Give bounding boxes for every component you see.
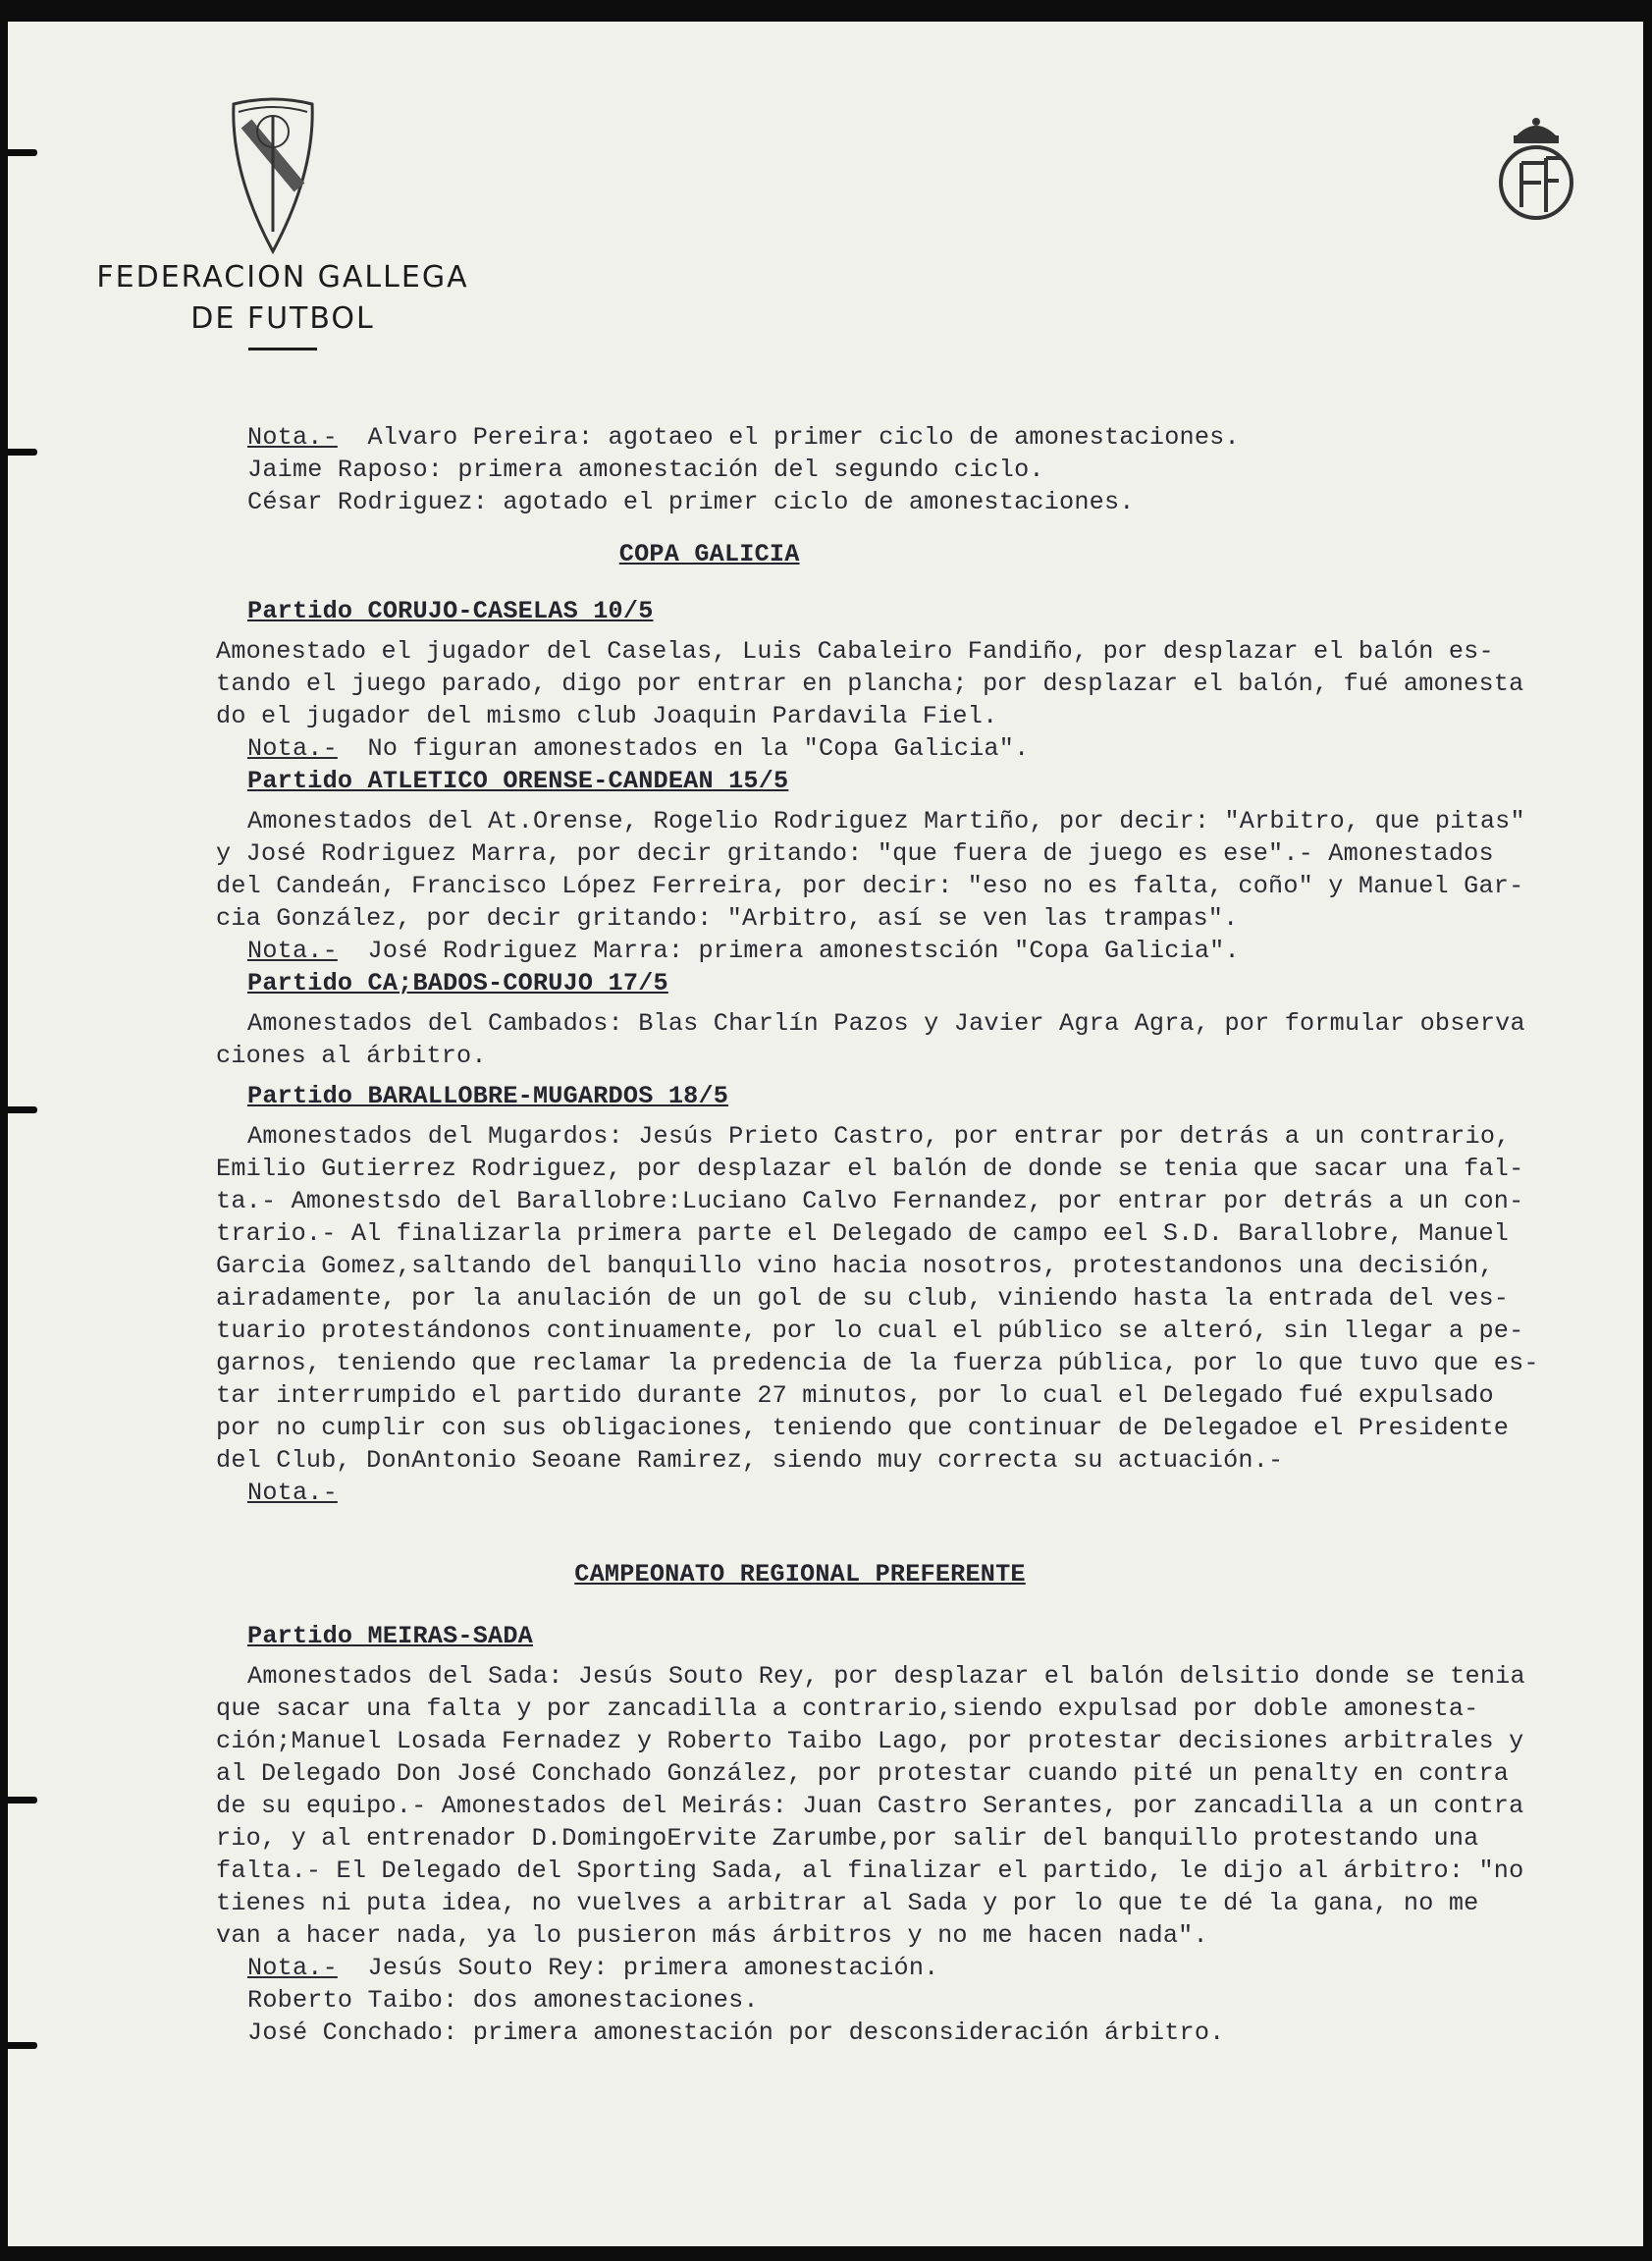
text-line: [216, 1282, 1643, 1315]
text-span: airadamente, por la anulación de un gol de su club, viniendo hasta la entrada del ves-: [216, 1284, 1510, 1313]
text-line: [216, 1919, 1643, 1952]
text-line: [216, 700, 1643, 732]
document-body: [216, 421, 1643, 2049]
text-span: al Delegado Don José Conchado González, por protestar cuando pité un penalty en contra: [216, 1759, 1510, 1788]
text-line: [216, 668, 1643, 700]
text-span: Nota.-: [247, 1479, 338, 1507]
text-line: [216, 1620, 1643, 1652]
text-span: Jaime Raposo: primera amonestación del segundo ciclo.: [247, 456, 1044, 484]
document-page: [8, 22, 1643, 2246]
text-line: [216, 870, 1643, 902]
federation-shield-logo: [229, 94, 317, 257]
section-heading: COPA GALICIA: [618, 540, 800, 568]
text-span: cia González, por decir gritando: "Arbitro, así se ven las trampas".: [216, 904, 1239, 933]
binder-hole: [8, 449, 37, 456]
text-line: [216, 1120, 1643, 1153]
text-line: [216, 1725, 1643, 1757]
text-line: [216, 1477, 1643, 1509]
text-line: [216, 1822, 1643, 1855]
line-spacer: [216, 518, 1643, 538]
text-line: [216, 1757, 1643, 1790]
text-line: [216, 1790, 1643, 1822]
text-span: tuario protestándonos continuamente, por lo cual el público se alteró, sin llegar a pe-: [216, 1317, 1524, 1345]
text-line: [216, 732, 1643, 765]
text-span: garnos, teniendo que reclamar la predencia de la fuerza pública, por lo que tuvo que es-: [216, 1349, 1539, 1377]
text-span: Nota.-: [247, 1954, 338, 1982]
text-line: [216, 837, 1643, 870]
section-heading: CAMPEONATO REGIONAL PREFERENTE: [574, 1560, 1026, 1588]
text-span: Amonestados del At.Orense, Rogelio Rodriguez Martiño, por decir: "Arbitro, que pitas": [247, 807, 1525, 835]
line-spacer: [216, 627, 1643, 635]
text-span: Amonestados del Mugardos: Jesús Prieto Castro, por entrar por detrás a un contrario,: [247, 1122, 1511, 1151]
text-span: Jesús Souto Rey: primera amonestación.: [337, 1954, 939, 1982]
text-span: tienes ni puta idea, no vuelves a arbitrar al Sada y por lo que te dé la gana, no me: [216, 1889, 1479, 1917]
text-span: Garcia Gomez,saltando del banquillo vino hacia nosotros, protestandonos una decisión,: [216, 1252, 1494, 1280]
line-spacer: [216, 1112, 1643, 1120]
text-span: Emilio Gutierrez Rodriguez, por desplazar el balón de donde se tenia que sacar una fal-: [216, 1155, 1524, 1183]
text-span: tar interrumpido el partido durante 27 minutos, por lo cual el Delegado fué expulsado: [216, 1381, 1494, 1410]
text-line: [216, 1153, 1643, 1185]
text-line: [216, 1693, 1643, 1725]
text-line: [216, 1412, 1643, 1444]
binder-hole: [8, 149, 37, 156]
text-span: do el jugador del mismo club Joaquin Pardavila Fiel.: [216, 702, 998, 730]
royal-crest-logo: [1492, 114, 1580, 251]
text-line: [216, 2017, 1643, 2049]
text-span: Roberto Taibo: dos amonestaciones.: [247, 1986, 759, 2015]
text-span: ta.- Amonestsdo del Barallobre:Luciano Calvo Fernandez, por entrar por detrás a un con-: [216, 1187, 1524, 1215]
text-span: Amonestados del Cambados: Blas Charlín Pazos y Javier Agra Agra, por formular observa: [247, 1009, 1525, 1038]
text-line: [216, 538, 1643, 570]
text-line: [216, 1080, 1643, 1112]
text-span: rio, y al entrenador D.DomingoErvite Zarumbe,por salir del banquillo protestando una: [216, 1824, 1479, 1853]
text-line: [216, 765, 1643, 797]
text-line: [216, 1250, 1643, 1282]
text-line: [216, 902, 1643, 935]
org-name-line2: DE FUTBOL: [190, 301, 375, 336]
text-line: [216, 421, 1643, 454]
text-span: van a hacer nada, ya lo pusieron más árbitros y no me hacen nada".: [216, 1921, 1208, 1950]
text-line: [216, 454, 1643, 486]
binder-hole: [8, 1797, 37, 1803]
text-line: [216, 805, 1643, 837]
section-heading: Partido CA;BADOS-CORUJO 17/5: [247, 969, 668, 997]
text-span: que sacar una falta y por zancadilla a contrario,siendo expulsad por doble amonesta-: [216, 1695, 1479, 1723]
line-spacer: [216, 999, 1643, 1007]
text-line: [216, 1379, 1643, 1412]
text-line: [216, 935, 1643, 967]
section-heading: Partido MEIRAS-SADA: [247, 1622, 533, 1650]
text-span: Nota.-: [247, 734, 338, 763]
text-span: Amonestado el jugador del Caselas, Luis Cabaleiro Fandiño, por desplazar el balón es-: [216, 637, 1494, 666]
text-line: [216, 595, 1643, 627]
text-line: [216, 967, 1643, 999]
text-span: del Club, DonAntonio Seoane Ramirez, siendo muy correcta su actuación.-: [216, 1446, 1284, 1475]
section-heading: Partido BARALLOBRE-MUGARDOS 18/5: [247, 1082, 729, 1110]
text-span: trario.- Al finalizarla primera parte el Delegado de campo eel S.D. Barallobre, Manuel: [216, 1219, 1510, 1248]
text-span: No figuran amonestados en la "Copa Galicia".: [337, 734, 1030, 763]
binder-hole: [8, 2042, 37, 2049]
text-line: [216, 1217, 1643, 1250]
text-line: [216, 1185, 1643, 1217]
text-line: [216, 1558, 1643, 1590]
text-span: tando el juego parado, digo por entrar en plancha; por desplazar el balón, fué amonesta: [216, 670, 1524, 698]
text-line: [216, 1952, 1643, 1984]
text-span: Nota.-: [247, 937, 338, 965]
text-span: falta.- El Delegado del Sporting Sada, al finalizar el partido, le dijo al árbitro: "no: [216, 1857, 1524, 1885]
text-span: César Rodriguez: agotado el primer ciclo de amonestaciones.: [247, 488, 1135, 516]
line-spacer: [216, 570, 1643, 595]
section-heading: Partido CORUJO-CASELAS 10/5: [247, 597, 654, 625]
text-line: [216, 1444, 1643, 1477]
line-spacer: [216, 1652, 1643, 1660]
line-spacer: [216, 1509, 1643, 1558]
text-span: por no cumplir con sus obligaciones, teniendo que continuar de Delegadoe el Presidente: [216, 1414, 1510, 1442]
line-spacer: [216, 1072, 1643, 1080]
text-span: y José Rodriguez Marra, por decir gritando: "que fuera de juego es ese".- Amonestados: [216, 839, 1494, 868]
text-line: [216, 1660, 1643, 1693]
text-line: [216, 635, 1643, 668]
text-line: [216, 1984, 1643, 2017]
text-line: [216, 1347, 1643, 1379]
text-span: del Candeán, Francisco López Ferreira, por decir: "eso no es falta, coño" y Manuel Gar-: [216, 872, 1524, 900]
text-span: José Conchado: primera amonestación por desconsideración árbitro.: [247, 2019, 1225, 2047]
line-spacer: [216, 797, 1643, 805]
text-line: [216, 1855, 1643, 1887]
text-line: [216, 1887, 1643, 1919]
text-span: Amonestados del Sada: Jesús Souto Rey, por desplazar el balón delsitio donde se tenia: [247, 1662, 1525, 1691]
text-line: [216, 1315, 1643, 1347]
text-span: José Rodriguez Marra: primera amonestsción "Copa Galicia".: [337, 937, 1240, 965]
org-underline: [248, 348, 317, 350]
text-span: ción;Manuel Losada Fernadez y Roberto Taibo Lago, por protestar decisiones arbitrales y: [216, 1727, 1524, 1755]
text-span: Nota.-: [247, 423, 338, 452]
text-line: [216, 1007, 1643, 1040]
text-line: [216, 1040, 1643, 1072]
binder-hole: [8, 1106, 37, 1113]
text-span: de su equipo.- Amonestados del Meirás: Juan Castro Serantes, por zancadilla a un contra: [216, 1792, 1524, 1820]
section-heading: Partido ATLETICO ORENSE-CANDEAN 15/5: [247, 767, 789, 795]
org-name: [77, 257, 489, 350]
org-name-line1: FEDERACION GALLEGA: [96, 260, 469, 295]
text-span: ciones al árbitro.: [216, 1042, 487, 1070]
line-spacer: [216, 1590, 1643, 1620]
text-span: Alvaro Pereira: agotaeo el primer ciclo de amonestaciones.: [337, 423, 1240, 452]
text-line: [216, 486, 1643, 518]
